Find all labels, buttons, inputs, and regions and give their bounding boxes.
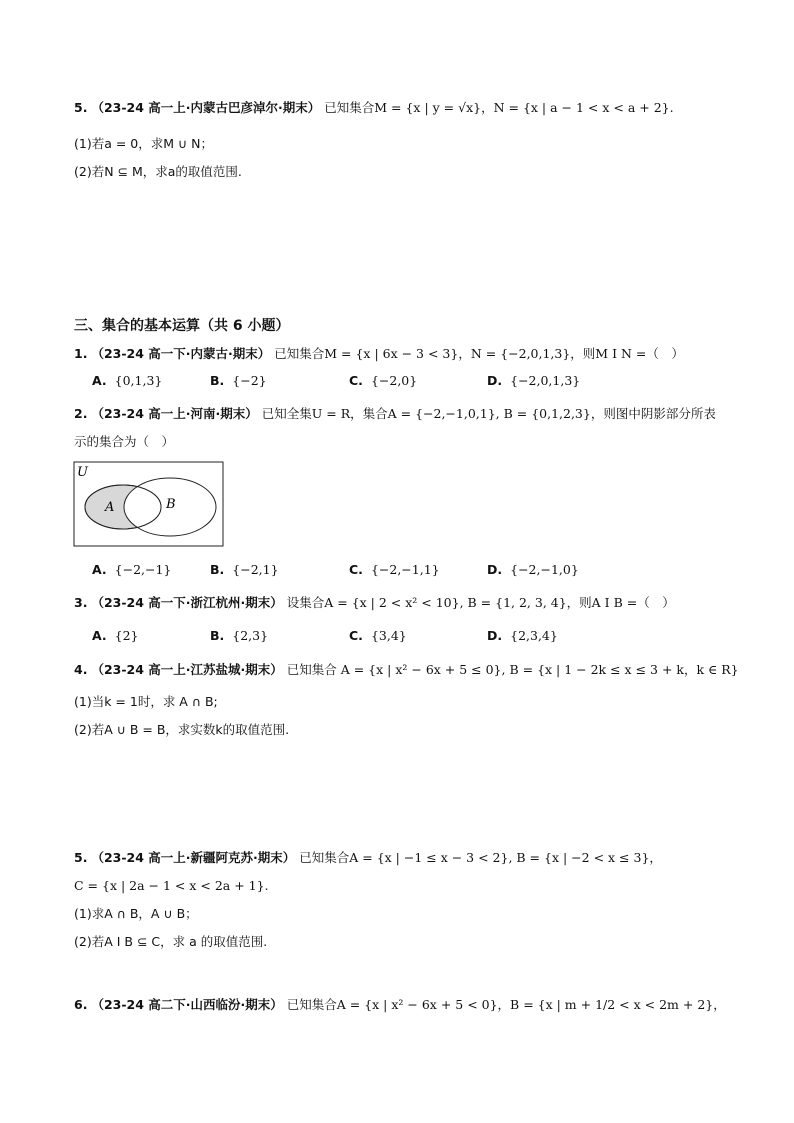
option-text: {−2,−1,0}	[510, 562, 579, 577]
option-b[interactable]	[210, 626, 268, 646]
question-6-stem	[74, 995, 726, 1015]
option-label: C.	[349, 373, 363, 388]
question-1-stem	[74, 344, 684, 364]
question-number: 4.	[74, 662, 88, 677]
option-text: {−2,1}	[232, 562, 279, 577]
subquestion-2: (2)若N ⊆ M，求a的取值范围.	[74, 164, 242, 179]
question-statement: 已知集合 A = {x | x² − 6x + 5 ≤ 0}, B = {x | 1 − 2k ≤ x ≤ 3 + k，k ∈ R}	[286, 662, 739, 677]
option-label: C.	[349, 562, 363, 577]
option-c[interactable]	[349, 560, 440, 580]
subquestion-1: (1)求A ∩ B，A ∪ B；	[74, 906, 198, 921]
universe-label: U	[77, 465, 88, 480]
option-d[interactable]	[487, 371, 580, 391]
option-label: B.	[210, 562, 225, 577]
question-number: 5.	[74, 850, 88, 865]
venn-diagram	[73, 461, 225, 549]
option-label: C.	[349, 628, 363, 643]
question-statement: 已知集合A = {x | x² − 6x + 5 < 0}，B = {x | m + 1/2 < x < 2m + 2}，	[286, 997, 726, 1012]
option-label: A.	[92, 373, 107, 388]
question-source: （23-24 高一上·新疆阿克苏·期末）	[91, 850, 296, 865]
option-label: B.	[210, 628, 225, 643]
option-c[interactable]	[349, 626, 407, 646]
option-text: {0,1,3}	[114, 373, 163, 388]
question-4-stem	[74, 660, 739, 680]
option-label: D.	[487, 562, 503, 577]
option-label: A.	[92, 562, 107, 577]
option-label: B.	[210, 373, 225, 388]
subquestion-2: (2)若A ∪ B = B，求实数k的取值范围.	[74, 722, 290, 737]
option-label: D.	[487, 373, 503, 388]
problem-source: （23-24 高一上·内蒙古巴彦淖尔·期末）	[91, 100, 321, 115]
question-5-stem	[74, 848, 662, 868]
option-text: {2,3}	[232, 628, 269, 643]
option-text: {2,3,4}	[510, 628, 558, 643]
problem-number: 5.	[74, 100, 88, 115]
option-text: {−2,0,1,3}	[510, 373, 581, 388]
question-source: （23-24 高一上·江苏盐城·期末）	[91, 662, 283, 677]
question-number: 2.	[74, 406, 88, 421]
question-3-stem	[74, 593, 675, 613]
option-label: A.	[92, 628, 107, 643]
question-source: （23-24 高一下·内蒙古·期末）	[91, 346, 271, 361]
option-text: {−2,0}	[370, 373, 418, 388]
option-a[interactable]	[92, 371, 162, 391]
question-number: 6.	[74, 997, 88, 1012]
question-source: （23-24 高一下·浙江杭州·期末）	[91, 595, 283, 610]
option-text: {2}	[114, 628, 139, 643]
option-b[interactable]	[210, 371, 267, 391]
subquestion-1: (1)当k = 1时，求 A ∩ B;	[74, 694, 218, 709]
option-c[interactable]	[349, 371, 417, 391]
option-label: D.	[487, 628, 503, 643]
set-a-label: A	[105, 500, 115, 515]
question-source: （23-24 高一上·河南·期末）	[91, 406, 258, 421]
section-heading: 三、集合的基本运算（共 6 小题）	[74, 318, 290, 334]
set-b-label: B	[166, 497, 176, 512]
option-text: {3,4}	[370, 628, 407, 643]
question-2-stem-continued: 示的集合为（ ）	[74, 434, 175, 449]
question-number: 3.	[74, 595, 88, 610]
option-text: {−2,−1,1}	[370, 562, 440, 577]
problem-5-stem	[74, 98, 674, 118]
option-d[interactable]	[487, 560, 579, 580]
option-text: {−2,−1}	[114, 562, 172, 577]
problem-statement: 已知集合M = {x | y = √x}，N = {x | a − 1 < x < a + 2}.	[324, 100, 674, 115]
question-statement: 已知集合A = {x | −1 ≤ x − 3 < 2}, B = {x | −2 < x ≤ 3}，	[299, 850, 662, 865]
question-5-stem-continued: C = {x | 2a − 1 < x < 2a + 1}.	[74, 878, 269, 893]
option-d[interactable]	[487, 626, 558, 646]
option-b[interactable]	[210, 560, 279, 580]
question-source: （23-24 高二下·山西临汾·期末）	[91, 997, 283, 1012]
question-2-stem	[74, 404, 716, 424]
option-a[interactable]	[92, 560, 171, 580]
question-statement: 已知集合M = {x | 6x − 3 < 3}，N = {−2,0,1,3}，则M I N =（ ）	[274, 346, 684, 361]
question-number: 1.	[74, 346, 88, 361]
question-statement: 已知全集U = R，集合A = {−2,−1,0,1}, B = {0,1,2,3}，则图中阴影部分所表	[261, 406, 716, 421]
option-text: {−2}	[232, 373, 267, 388]
subquestion-1: (1)若a = 0，求M ∪ N；	[74, 136, 213, 151]
option-a[interactable]	[92, 626, 139, 646]
question-statement: 设集合A = {x | 2 < x² < 10}, B = {1, 2, 3, 4}，则A I B =（ ）	[286, 595, 675, 610]
subquestion-2: (2)若A I B ⊆ C，求 a 的取值范围.	[74, 934, 268, 949]
